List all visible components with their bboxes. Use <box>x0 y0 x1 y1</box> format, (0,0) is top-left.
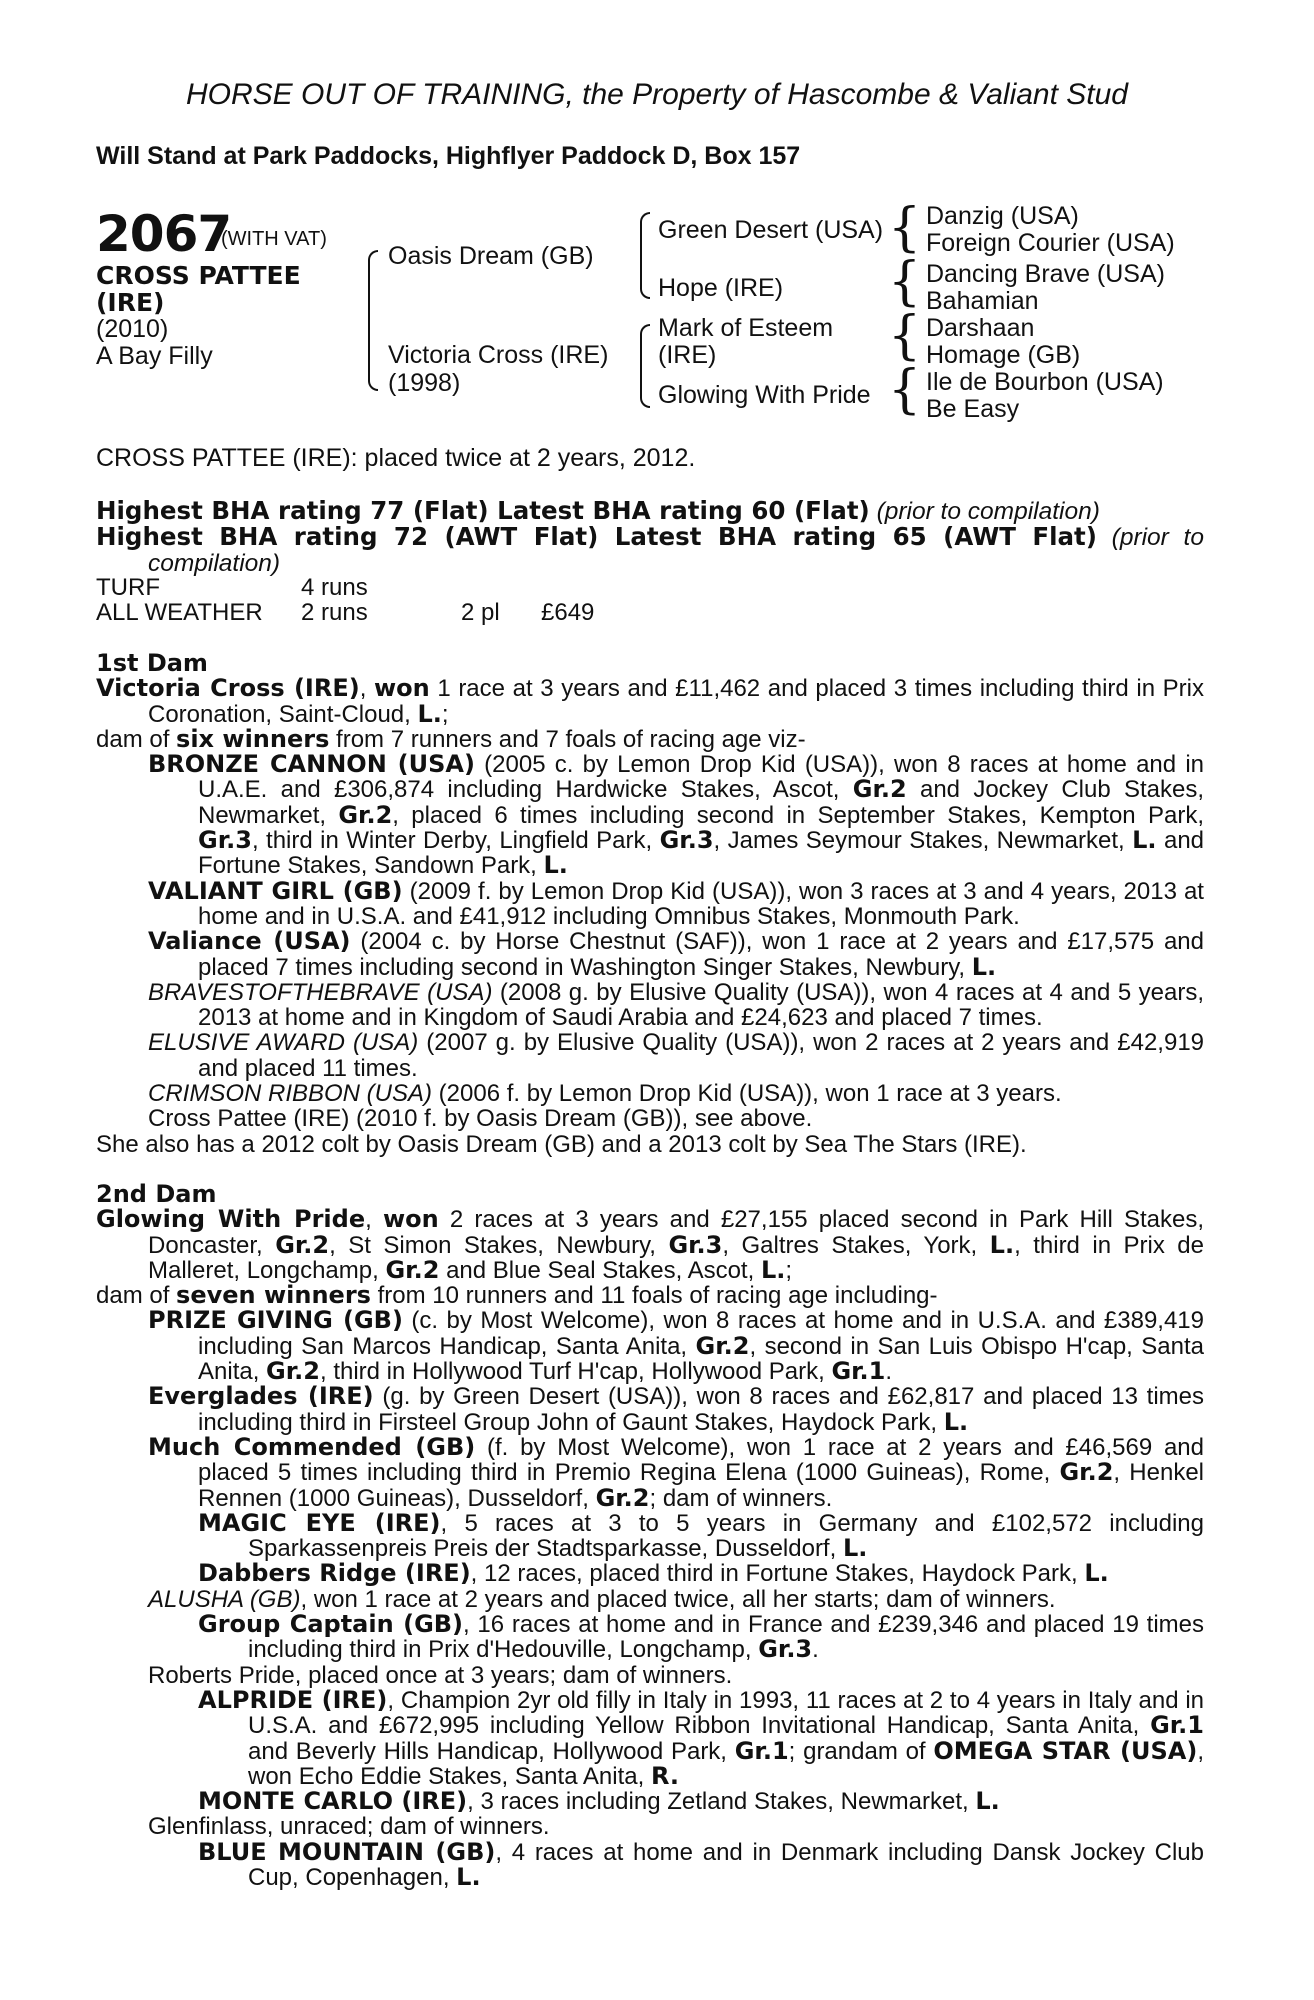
grade-label: Gr.3 <box>659 826 714 855</box>
produce-text: (2009 f. by Lemon Drop Kid (USA)), won 3 races at 3 and 4 years, 2013 at home and in U.S.A. and £41,912 including Omnibus Stakes, Monmouth Park. <box>198 877 1204 930</box>
produce-name: ALPRIDE (IRE) <box>198 1685 388 1714</box>
produce-name: Group Captain (GB) <box>198 1610 464 1639</box>
produce-entry <box>96 929 1204 980</box>
grade-label: Gr.2 <box>266 1357 320 1386</box>
grade-label: L. <box>456 1863 481 1892</box>
produce-name: BRONZE CANNON (USA) <box>148 750 475 779</box>
sire: Oasis Dream (GB) <box>388 242 594 270</box>
second-dam-section: 2nd Dam Glowing With Pride, won 2 races at 3 years and £27,155 placed second in Park Hill Stakes, Doncaster, Gr.2, St Simon Stakes, Newbury, Gr.3, Galtres Stakes, York, L., third in Prix de Malleret, Longchamp, Gr.2 and Blue Seal Stakes, Ascot, L.; dam of seven winners from 10 runners and 11 foals of racing age including- PRIZE GIVING (GB) (c. by Most Welcome), won 8 races at home and in U.S.A. and £389,419 including San Marcos Handicap, Santa Anita, Gr.2, second in San Luis Obispo H'cap, Santa Anita, Gr.2, third in Hollywood Turf H'cap, Hollywood Park, Gr.1. Everglades (IRE) (g. by Green Desert (USA)), won 8 races and £62,817 and placed 13 times including third in Firsteel Group John of Gaunt Stakes, Haydock Park, L. Much Commended (GB) (f. by Most Welcome), won 1 race at 2 years and £46,569 and placed 5 times including third in Premio Regina Elena (1000 Guineas), Rome, Gr.2, Henkel Rennen (1000 Guineas), Dusseldorf, Gr.2; dam of winners. MAGIC EYE (IRE), 5 races at 3 to 5 years in Germany and £102,572 including Sparkassenpreis Preis der Stadtsparkasse, Dusseldorf, L. Dabbers Ridge (IRE), 12 races, placed third in Fortune Stakes, Haydock Park, L. ALUSHA (GB), won 1 race at 2 years and placed twice, all her starts; dam of winners. Group Captain (GB), 16 races at home and in France and £239,346 and placed 19 times including third in Prix d'Hedouville, Longchamp, Gr.3. Roberts Pride, placed once at 3 years; dam of winners. ALPRIDE (IRE), Champion 2yr old filly in Italy in 1993, 11 races at 2 to 4 years in Italy and in U.S.A. and £672,995 including Yellow Ribbon Invitational Handicap, Santa Anita, Gr.1 and Beverly Hills Handicap, Hollywood Park, Gr.1; grandam of OMEGA STAR (USA), won Echo Eddie Stakes, Santa Anita, R. MONTE CARLO (IRE), 3 races including Zetland Stakes, Newmarket, L. Glenfinlass, unraced; dam of winners. BLUE MOUNTAIN (GB), 4 races at home and in Denmark including Dansk Jockey Club Cup, Copenhagen, L. <box>96 1180 1205 1892</box>
produce-text: , 16 races at home and in France and £239,346 and placed 19 times including third in Prix d'Hedouville, Longchamp, <box>248 1611 1204 1664</box>
brace-icon: { <box>888 306 922 366</box>
grade-label: Gr.2 <box>1059 1458 1114 1487</box>
winners-count: seven winners <box>176 1281 371 1310</box>
produce-name: BRAVESTOFTHEBRAVE (USA) <box>148 978 493 1006</box>
produce-text: , 4 races at home and in Denmark including Dansk Jockey Club Cup, Copenhagen, <box>248 1838 1205 1892</box>
produce-entry <box>96 876 1204 930</box>
produce-entry <box>96 1106 1204 1131</box>
record-surface: TURF <box>96 574 160 601</box>
record-placed: 2 pl <box>461 599 500 627</box>
record-surface: ALL WEATHER <box>96 599 263 627</box>
won-label: won <box>373 674 430 703</box>
ped-sdd: Bahamian <box>926 287 1039 315</box>
also-note: She also has a 2012 colt by Oasis Dream (GB) and a 2013 colt by Sea The Stars (IRE). <box>96 1130 1027 1158</box>
produce-name: VALIANT GIRL (GB) <box>148 876 403 905</box>
grade-label: Gr.2 <box>338 800 393 829</box>
ped-sss: Danzig (USA) <box>926 202 1079 230</box>
ped-dds: Ile de Bourbon (USA) <box>926 368 1164 396</box>
produce-text: (f. by Most Welcome), won 1 race at 2 years and £46,569 and placed 5 times including third in Premio Regina Elena (1000 Guineas), Rome, <box>198 1433 1204 1487</box>
produce-entry <box>96 1612 1204 1663</box>
produce-text: (2004 c. by Horse Chestnut (SAF)), won 1 race at 2 years and £17,575 and placed 7 times including second in Washington Singer Stakes, Newbury, <box>198 928 1204 981</box>
dam-text: 2 races at 3 years and £27,155 placed second in Park Hill Stakes, Doncaster, <box>148 1206 1205 1259</box>
produce-entry <box>96 1081 1204 1106</box>
produce-text: , 5 races at 3 to 5 years in Germany and £102,572 including Sparkassenpreis Preis der Stadtsparkasse, Dusseldorf, <box>248 1509 1205 1563</box>
grade-label: L. <box>842 1534 868 1563</box>
produce-name: Much Commended (GB) <box>148 1432 476 1461</box>
awt-rating: Highest BHA rating 72 (AWT Flat) Latest BHA rating 65 (AWT Flat) <box>96 522 1097 552</box>
produce-entry <box>96 1587 1204 1612</box>
dam-text: and Blue Seal Stakes, Ascot, <box>439 1256 761 1284</box>
awt-rating-note: (prior to compilation) <box>148 524 1204 577</box>
won-label: won <box>382 1205 439 1234</box>
produce-text: , second in San Luis Obispo H'cap, Santa Anita, <box>198 1332 1205 1386</box>
flat-rating-note: (prior to compilation) <box>876 498 1100 525</box>
sire-parents-bracket <box>640 212 650 299</box>
foaling-year: (2010) <box>96 315 169 343</box>
grade-label: Gr.3 <box>668 1230 723 1259</box>
dam-text: , third in Prix de Malleret, Longchamp, <box>148 1231 1204 1284</box>
stand-location: Will Stand at Park Paddocks, Highflyer Paddock D, Box 157 <box>96 142 801 170</box>
race-summary: CROSS PATTEE (IRE): placed twice at 2 years, 2012. <box>96 444 696 472</box>
sire-sire: Green Desert (USA) <box>658 216 884 244</box>
produce-text: and Jockey Club Stakes, Newmarket, <box>198 776 1205 829</box>
grade-label: Gr.2 <box>595 1483 650 1512</box>
ratings <box>96 498 1204 576</box>
grade-label: Gr.1 <box>831 1357 886 1386</box>
produce-name: Valiance (USA) <box>148 927 351 956</box>
produce-entry <box>96 1561 1204 1586</box>
grade-label: Gr.3 <box>758 1635 813 1664</box>
grade-label: L. <box>989 1230 1015 1259</box>
produce-entry <box>96 1837 1205 1892</box>
produce-text: (g. by Green Desert (USA)), won 8 races and £62,817 and placed 13 times including third in Firsteel Group John of Gaunt Stakes, Haydock Park, <box>198 1383 1205 1436</box>
record-runs: 2 runs <box>301 599 368 627</box>
produce-name: MONTE CARLO (IRE) <box>198 1787 468 1816</box>
produce-name: CRIMSON RIBBON (USA) <box>148 1080 433 1108</box>
ped-dss: Darshaan <box>926 314 1035 342</box>
first-dam-heading: 1st Dam <box>96 649 208 677</box>
produce-text: (2006 f. by Lemon Drop Kid (USA)), won 1 race at 3 years. <box>432 1080 1062 1108</box>
sire-dam-bracket <box>368 250 378 391</box>
grade-label: L. <box>1084 1559 1109 1588</box>
dam-sire: Mark of Esteem <box>658 314 834 342</box>
grade-label: L. <box>975 1787 1000 1816</box>
produce-text: , James Seymour Stakes, Newmarket, <box>713 827 1133 855</box>
horse-sex-colour: A Bay Filly <box>96 342 213 370</box>
horse-name-country: (IRE) <box>96 288 165 317</box>
lot-number: 2067 <box>96 205 232 263</box>
produce-name: ELUSIVE AWARD (USA) <box>148 1029 419 1057</box>
produce-entry <box>96 1030 1204 1081</box>
produce-entry <box>96 1308 1204 1384</box>
grade-label: Gr.1 <box>1150 1711 1204 1740</box>
produce-entry <box>96 1685 1205 1790</box>
ped-ssd: Foreign Courier (USA) <box>926 229 1175 257</box>
produce-entry <box>96 1432 1204 1512</box>
produce-entry <box>96 980 1204 1031</box>
dam: Victoria Cross (IRE) <box>388 341 609 369</box>
produce-name: OMEGA STAR (USA) <box>933 1736 1198 1765</box>
produce-entry: Glenfinlass, unraced; dam of winners. <box>148 1813 550 1841</box>
vat-note: (WITH VAT) <box>221 228 327 250</box>
produce-text: and Fortune Stakes, Sandown Park, <box>198 827 1205 880</box>
page-title: HORSE OUT OF TRAINING, the Property of Hascombe & Valiant Stud <box>186 78 1128 111</box>
produce-entry <box>96 1508 1205 1563</box>
produce-entry <box>96 752 1204 878</box>
produce-text: and Beverly Hills Handicap, Hollywood Park, <box>248 1737 735 1765</box>
grade-label: L. <box>971 952 997 981</box>
produce-text: . <box>885 1358 893 1386</box>
produce-text: . <box>812 1636 819 1664</box>
horse-details <box>96 262 301 370</box>
produce-name: ALUSHA (GB) <box>148 1585 301 1613</box>
produce-text: ; grandam of <box>788 1737 934 1765</box>
produce-text: , won 1 race at 2 years and placed twice, all her starts; dam of winners. <box>300 1585 1056 1613</box>
produce-name: BLUE MOUNTAIN (GB) <box>198 1837 496 1866</box>
produce-name: Cross Pattee (IRE) <box>148 1105 350 1133</box>
brace-icon: { <box>888 360 922 420</box>
grade-label: L. <box>417 699 442 728</box>
grade-label: L. <box>543 851 568 880</box>
grade-label: Gr.3 <box>198 826 252 855</box>
first-dam-record: 1 race at 3 years and £11,462 and placed 3 times including third in Prix Coronation, Saint-Cloud, <box>148 675 1204 728</box>
produce-text: , third in Winter Derby, Lingfield Park, <box>251 827 660 855</box>
horse-name: CROSS PATTEE <box>96 261 301 290</box>
dam-year: (1998) <box>388 369 461 397</box>
dam-dam: Glowing With Pride <box>658 381 871 409</box>
grade-label: L. <box>760 1255 786 1284</box>
produce-text: , Henkel Rennen (1000 Guineas), Dusseldorf, <box>198 1459 1204 1512</box>
produce-name: Everglades (IRE) <box>148 1382 374 1411</box>
grade-label: Gr.2 <box>852 775 907 804</box>
winners-count: six winners <box>176 724 330 753</box>
produce-text: , placed 6 times including second in September Stakes, Kempton Park, <box>392 801 1204 829</box>
produce-entry <box>96 1384 1204 1435</box>
produce-text: (c. by Most Welcome), won 8 races at home and in U.S.A. and £389,419 including San Marcos Handicap, Santa Anita, <box>198 1307 1204 1360</box>
flat-rating: Highest BHA rating 77 (Flat) Latest BHA rating 60 (Flat) <box>96 496 870 525</box>
produce-text: , third in Hollywood Turf H'cap, Hollywood Park, <box>319 1358 832 1386</box>
produce-name: Dabbers Ridge (IRE) <box>198 1559 471 1588</box>
produce-entry: Roberts Pride, placed once at 3 years; dam of winners. <box>148 1661 733 1689</box>
grade-label: Gr.2 <box>385 1255 440 1284</box>
record-row <box>96 600 1204 625</box>
dam-text: ; <box>785 1256 793 1284</box>
produce-text: ; dam of winners. <box>649 1484 833 1512</box>
grade-label: Gr.2 <box>695 1331 750 1360</box>
dam-text: , St Simon Stakes, Newbury, <box>329 1231 669 1259</box>
record-earnings: £649 <box>541 599 595 627</box>
race-record <box>96 575 1204 626</box>
second-dam-heading: 2nd Dam <box>96 1180 217 1208</box>
punct: ; <box>441 700 449 728</box>
ped-ddd: Be Easy <box>926 395 1020 423</box>
damof-pre: dam of <box>96 1282 177 1310</box>
damof-post: from 7 runners and 7 foals of racing age viz- <box>329 725 806 753</box>
produce-name: PRIZE GIVING (GB) <box>148 1306 403 1335</box>
record-runs: 4 runs <box>301 574 368 601</box>
grade-label: L. <box>943 1407 969 1436</box>
damof-pre: dam of <box>96 725 177 753</box>
grade-label: L. <box>1132 826 1157 855</box>
first-dam-name: Victoria Cross (IRE) <box>96 674 360 703</box>
damof-post: from 10 runners and 11 foals of racing age including- <box>370 1282 938 1310</box>
grade-label: R. <box>650 1761 679 1790</box>
produce-text: (2007 g. by Elusive Quality (USA)), won 2 races at 2 years and £42,919 and placed 11 times. <box>198 1029 1205 1082</box>
produce-text: (2005 c. by Lemon Drop Kid (USA)), won 8 races at home and in U.A.E. and £306,874 including Hardwicke Stakes, Ascot, <box>198 751 1205 804</box>
produce-text: , 12 races, placed third in Fortune Stakes, Haydock Park, <box>470 1560 1085 1588</box>
grade-label: Gr.2 <box>275 1230 330 1259</box>
record-row <box>96 575 1204 600</box>
sire-dam: Hope (IRE) <box>658 274 784 302</box>
grade-label: Gr.1 <box>734 1736 789 1765</box>
produce-text: (2010 f. by Oasis Dream (GB)), see above. <box>349 1105 813 1133</box>
dam-sire-country: (IRE) <box>658 341 717 369</box>
brace-icon: { <box>888 252 922 312</box>
produce-text: , 3 races including Zetland Stakes, Newmarket, <box>467 1788 976 1816</box>
produce-name: MAGIC EYE (IRE) <box>198 1508 441 1537</box>
brace-icon: { <box>888 198 922 258</box>
ped-sds: Dancing Brave (USA) <box>926 260 1165 288</box>
first-dam-section: 1st Dam Victoria Cross (IRE), won 1 race at 3 years and £11,462 and placed 3 times including third in Prix Coronation, Saint-Cloud, L.; dam of six winners from 7 runners and 7 foals of racing age viz- BRONZE CANNON (USA) (2005 c. by Lemon Drop Kid (USA)), won 8 races at home and in U.A.E. and £306,874 including Hardwicke Stakes, Ascot, Gr.2 and Jockey Club Stakes, Newmarket, Gr.2, placed 6 times including second in September Stakes, Kempton Park, Gr.3, third in Winter Derby, Lingfield Park, Gr.3, James Seymour Stakes, Newmarket, L. and Fortune Stakes, Sandown Park, L. VALIANT GIRL (GB) (2009 f. by Lemon Drop Kid (USA)), won 3 races at 3 and 4 years, 2013 at home and in U.S.A. and £41,912 including Omnibus Stakes, Monmouth Park. Valiance (USA) (2004 c. by Horse Chestnut (SAF)), won 1 race at 2 years and £17,575 and placed 7 times including second in Washington Singer Stakes, Newbury, L. BRAVESTOFTHEBRAVE (USA) (2008 g. by Elusive Quality (USA)), won 4 races at 4 and 5 years, 2013 at home and in Kingdom of Saudi Arabia and £24,623 and placed 7 times. ELUSIVE AWARD (USA) (2007 g. by Elusive Quality (USA)), won 2 races at 2 years and £42,919 and placed 11 times. CRIMSON RIBBON (USA) (2006 f. by Lemon Drop Kid (USA)), won 1 race at 3 years. Cross Pattee (IRE) (2010 f. by Oasis Dream (GB)), see above. She also has a 2012 colt by Oasis Dream (GB) and a 2013 colt by Sea The Stars (IRE). <box>96 649 1205 1158</box>
ped-dsd: Homage (GB) <box>926 341 1081 369</box>
produce-text: (2008 g. by Elusive Quality (USA)), won 4 races at 4 and 5 years, 2013 at home and in Kingdom of Saudi Arabia and £24,623 and placed 7 times. <box>198 978 1205 1032</box>
produce-text: , Champion 2yr old filly in Italy in 1993, 11 races at 2 to 4 years in Italy and in U.S.A. and £672,995 including Yellow Ribbon Invitational Handicap, Santa Anita, <box>248 1686 1205 1740</box>
produce-entry <box>96 1789 1204 1814</box>
dam-text: , Galtres Stakes, York, <box>722 1231 990 1259</box>
second-dam-name: Glowing With Pride <box>96 1205 366 1234</box>
dam-parents-bracket <box>640 324 650 408</box>
produce-text: , won Echo Eddie Stakes, Santa Anita, <box>248 1737 1204 1790</box>
